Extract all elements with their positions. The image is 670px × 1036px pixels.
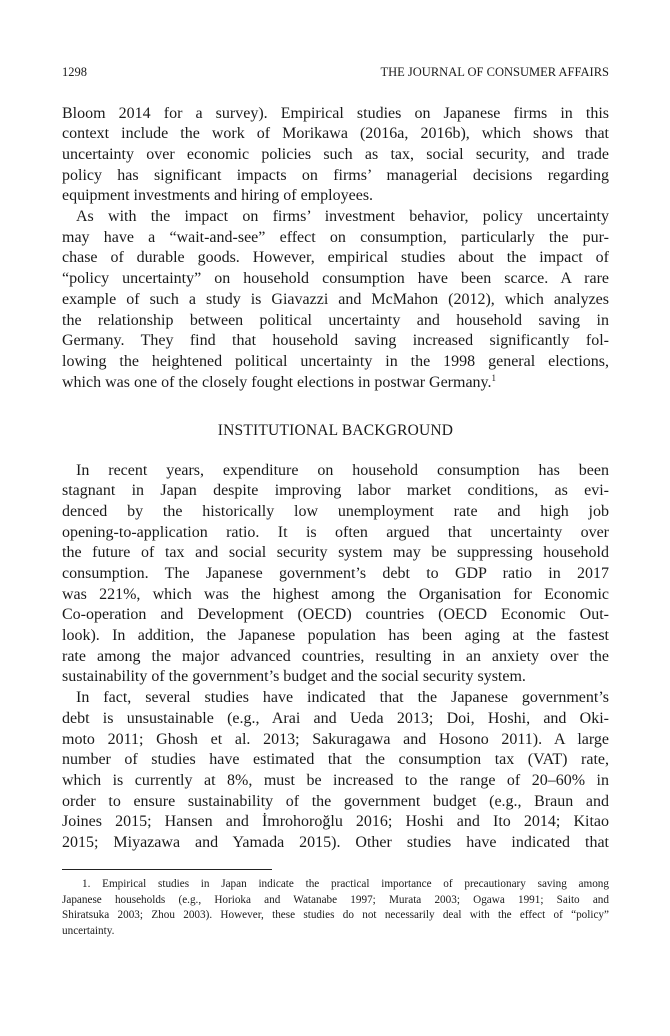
- text-line: stagnant in Japan despite improving labor market conditions, as evi-: [62, 482, 609, 500]
- page-number: 1298: [62, 65, 87, 79]
- text-line: Joines 2015; Hansen and İmrohoroğlu 2016; Hoshi and Ito 2014; Kitao: [62, 813, 609, 831]
- running-header: [62, 63, 609, 81]
- text-line: 2015; Miyazawa and Yamada 2015). Other studies have indicated that: [62, 834, 609, 851]
- text-line: example of such a study is Giavazzi and McMahon (2012), which analyzes: [62, 290, 609, 308]
- text-line: may have a “wait-and-see” effect on consumption, particularly the pur-: [62, 228, 609, 246]
- text-line: rate among the major advanced countries, resulting in an anxiety over the: [62, 647, 609, 665]
- footnote: [62, 877, 609, 940]
- text-line: Co-operation and Development (OECD) countries (OECD Economic Out-: [62, 606, 609, 624]
- text-line: equipment investments and hiring of employees.: [62, 187, 374, 205]
- text-line: the future of tax and social security system may be suppressing household: [62, 544, 609, 562]
- text-line: moto 2011; Ghosh et al. 2013; Sakuragawa and Hosono 2011). A large: [62, 730, 609, 748]
- text-line: policy has significant impacts on firms’ managerial decisions regarding: [62, 166, 609, 184]
- text-line: the relationship between political uncertainty and household saving in: [62, 311, 609, 329]
- text-line: consumption. The Japanese government’s debt to GDP ratio in 2017: [62, 564, 609, 582]
- paragraph: [62, 207, 609, 393]
- text-line: which is currently at 8%, must be increased to the range of 20–60% in: [62, 771, 609, 789]
- text-line: opening-to-application ratio. It is often argued that uncertainty over: [62, 523, 609, 541]
- footnote-line: uncertainty.: [62, 925, 115, 938]
- text-line: context include the work of Morikawa (2016a, 2016b), which shows that: [62, 125, 609, 143]
- journal-title: THE JOURNAL OF CONSUMER AFFAIRS: [380, 65, 609, 79]
- footnote-divider: [62, 869, 272, 870]
- text-line: uncertainty over economic policies such as tax, social security, and trade: [62, 145, 609, 163]
- text-line: “policy uncertainty” on household consumption have been scarce. A rare: [62, 270, 609, 288]
- text-line: denced by the historically low unemployment rate and high job: [62, 502, 609, 520]
- text-line: lowing the heightened political uncertainty in the 1998 general elections,: [62, 352, 609, 370]
- paragraph: [62, 688, 609, 854]
- paragraph: [62, 104, 609, 207]
- text-line: As with the impact on firms’ investment behavior, policy uncertainty: [76, 208, 609, 226]
- footnote-line: Shiratsuka 2003; Zhou 2003). However, these studies do not necessarily deal with the effect of “policy”: [62, 909, 609, 922]
- text-line: sustainability of the government’s budget and the social security system.: [62, 668, 526, 686]
- text-line: In fact, several studies have indicated that the Japanese government’s: [76, 689, 609, 707]
- section-heading: INSTITUTIONAL BACKGROUND: [217, 422, 454, 439]
- text-line: Bloom 2014 for a survey). Empirical studies on Japanese firms in this: [62, 104, 609, 122]
- text-line: order to ensure sustainability of the government budget (e.g., Braun and: [62, 792, 609, 810]
- footnote-marker[interactable]: 1: [491, 372, 497, 383]
- text-line: number of studies have estimated that the consumption tax (VAT) rate,: [62, 751, 609, 769]
- text-line: Germany. They find that household saving increased significantly fol-: [62, 332, 609, 350]
- text-line: In recent years, expenditure on household consumption has been: [76, 461, 609, 479]
- text-line: was 221%, which was the highest among the Organisation for Economic: [62, 585, 609, 603]
- text-line: which was one of the closely fought elections in postwar Germany.$^1$: [62, 372, 497, 391]
- footnote-line: 1. Empirical studies in Japan indicate the practical importance of precautionary saving among: [82, 878, 609, 890]
- footnote-line: Japanese households (e.g., Horioka and Watanabe 1997; Murata 2003; Ogawa 1991; Saito and: [62, 893, 609, 906]
- text-line: chase of durable goods. However, empirical studies about the impact of: [62, 249, 609, 267]
- paragraph: [62, 461, 609, 689]
- text-line: look). In addition, the Japanese population has been aging at the fastest: [62, 627, 609, 644]
- text-line: debt is unsustainable (e.g., Arai and Ueda 2013; Doi, Hoshi, and Oki-: [62, 709, 609, 727]
